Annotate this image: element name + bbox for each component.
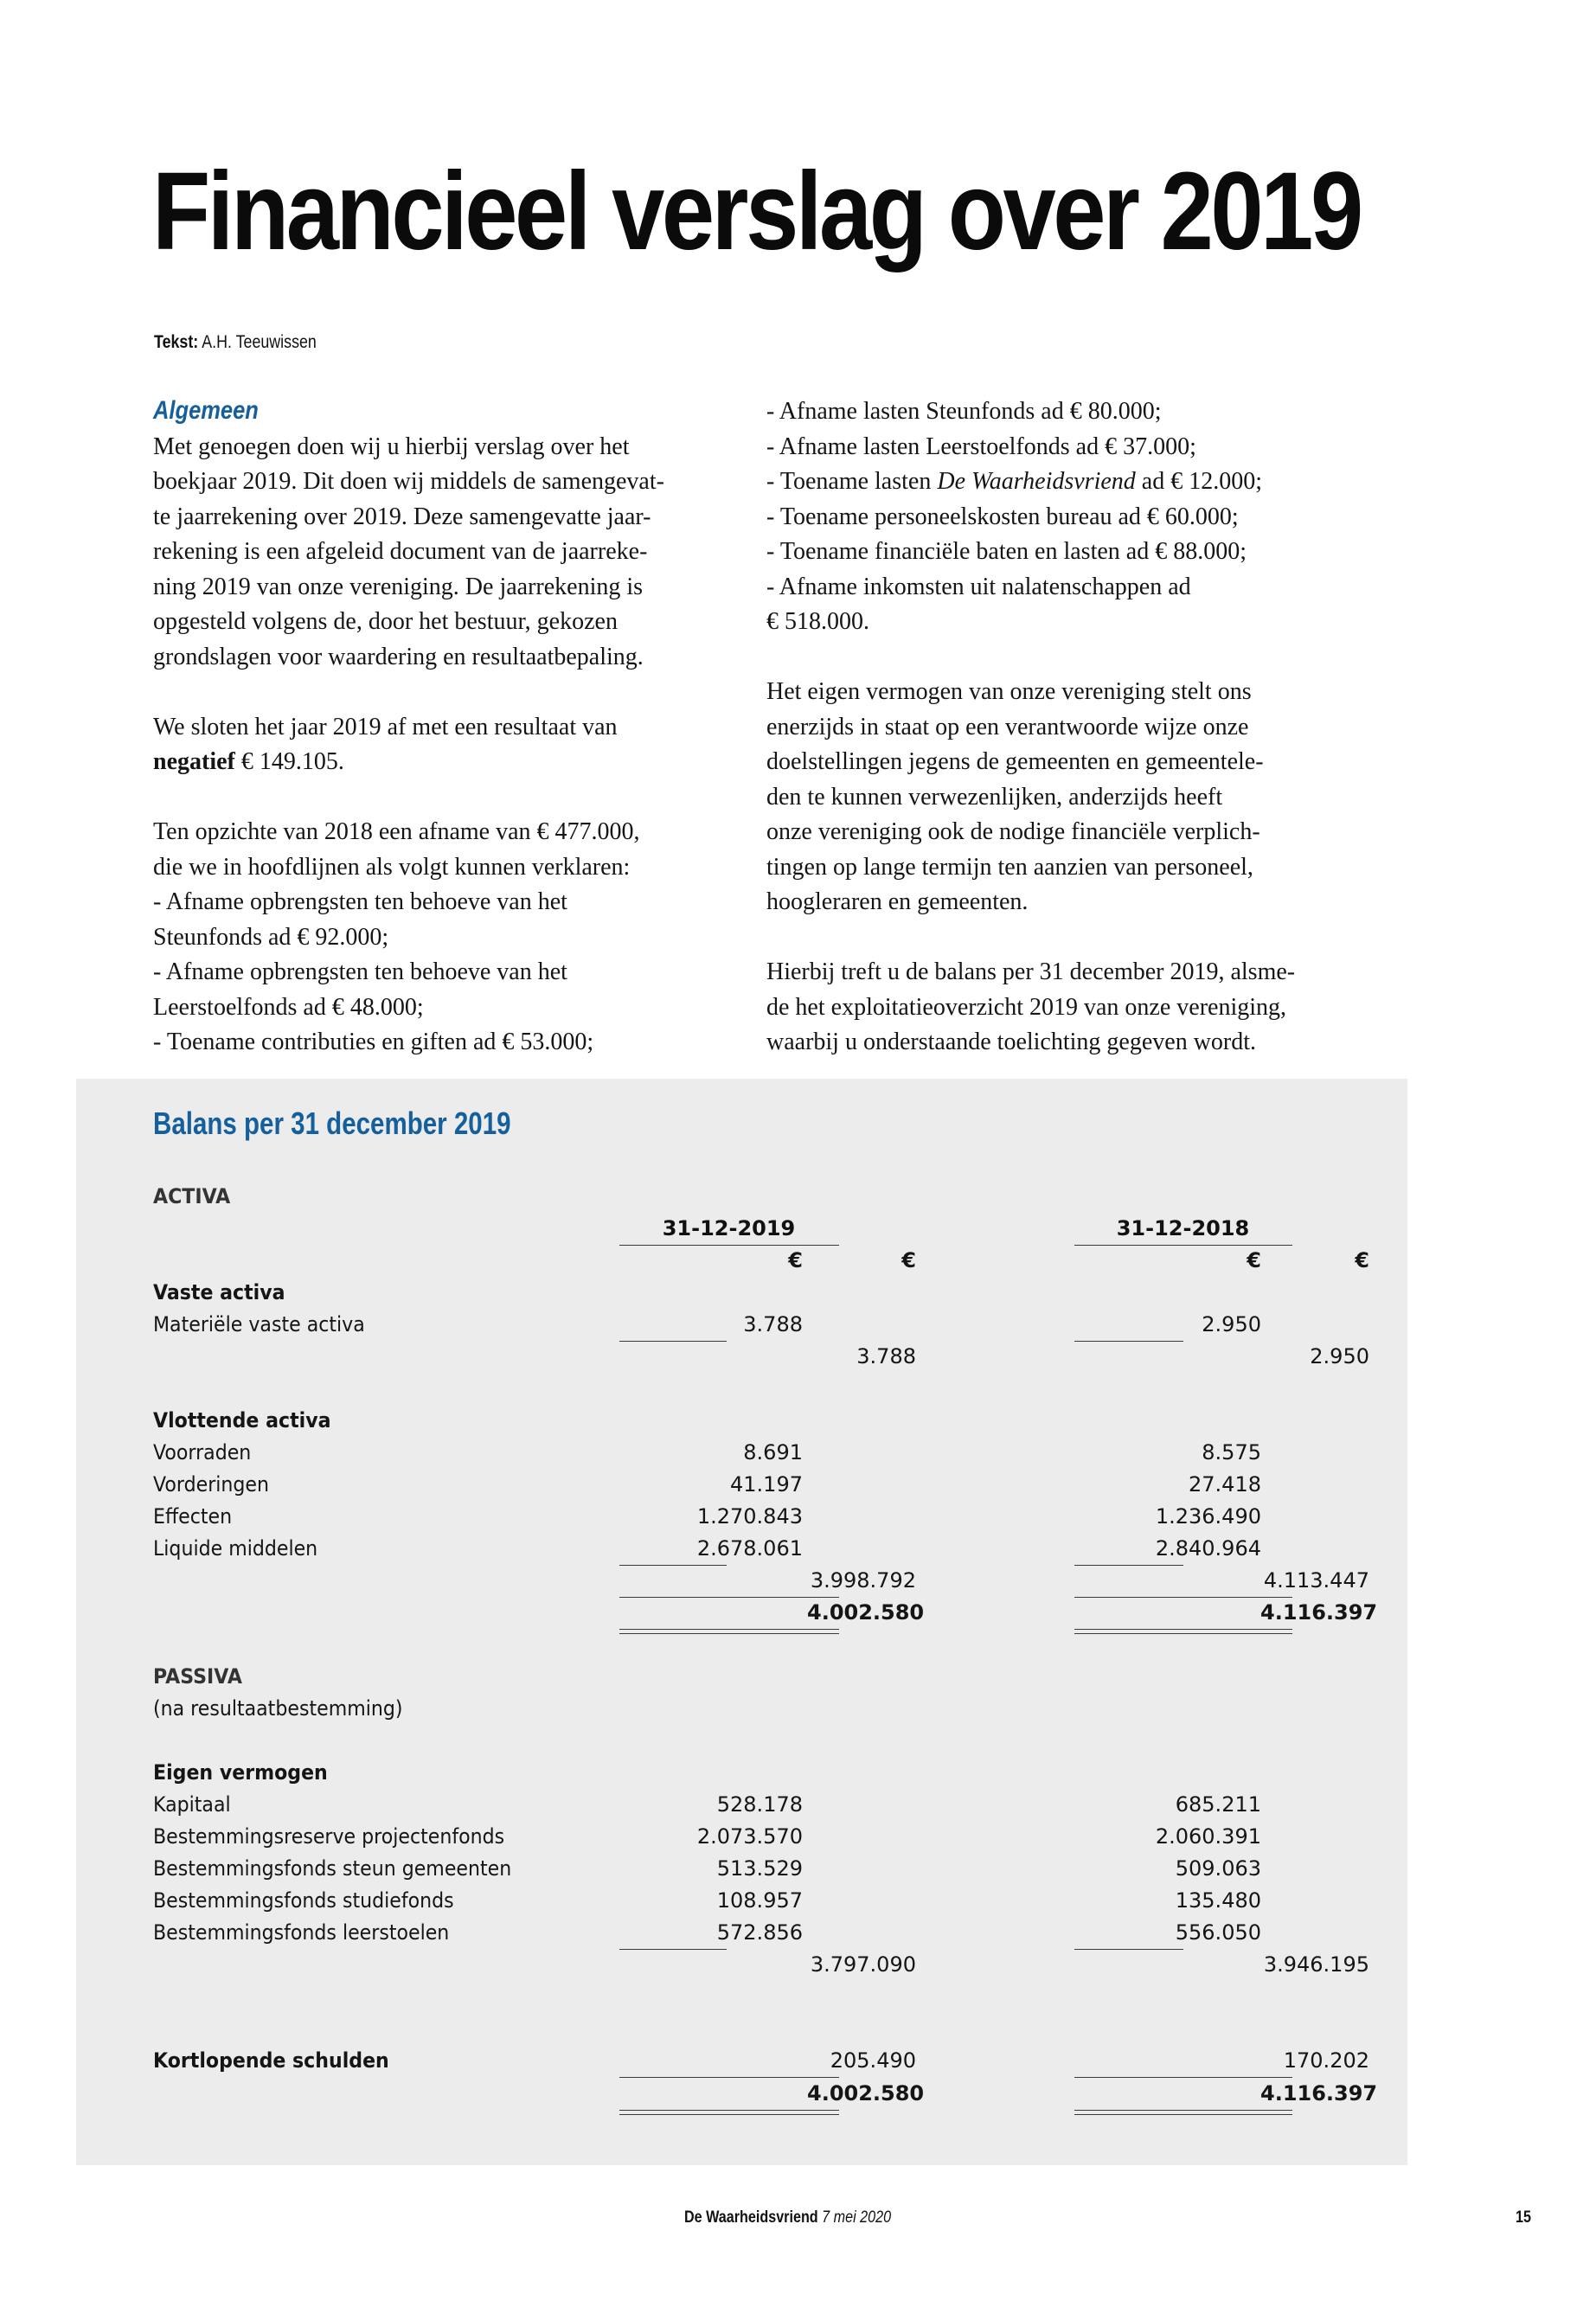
- publication-name: De Waarheidsvriend: [684, 2208, 818, 2227]
- body-column-right: [766, 394, 1355, 1061]
- result-amount: € 149.105.: [234, 748, 344, 775]
- subtotal-2018: 2.950: [1310, 1344, 1369, 1368]
- value-2019: 205.490: [830, 2048, 916, 2073]
- column-header-2018: 31-12-2018: [1116, 1216, 1250, 1240]
- text-line: grondslagen voor waardering en resultaatbepaling.: [153, 643, 644, 670]
- publication-name: De Waarheidsvriend: [937, 468, 1136, 495]
- list-item: - Afname inkomsten uit nalatenschappen ad: [766, 573, 1191, 600]
- table-row: [153, 1853, 1381, 1885]
- text-line: Steunfonds ad € 92.000;: [153, 923, 389, 951]
- subtotal-row: [153, 1565, 1381, 1597]
- table-row: [153, 1501, 1381, 1533]
- body-column-left: [153, 394, 741, 1061]
- table-row: [153, 1917, 1381, 1949]
- value-2019: 41.197: [730, 1472, 803, 1497]
- currency-row: [153, 1245, 1381, 1277]
- value-2018: 2.840.964: [1155, 1536, 1261, 1561]
- changes-list: [766, 394, 1355, 640]
- text-line: - Toename contributies en giften ad € 53.000;: [153, 1029, 594, 1055]
- intro-paragraph: [153, 430, 741, 676]
- eigen-vermogen-heading: Eigen vermogen: [153, 1760, 328, 1785]
- passiva-subheading-row: [153, 1693, 1381, 1725]
- text-line: - Afname opbrengsten ten behoeve van het: [153, 888, 567, 915]
- passiva-subheading: (na resultaatbestemming): [153, 1696, 403, 1721]
- text-line: Met genoegen doen wij u hierbij verslag over het: [153, 433, 630, 460]
- balance-sheet-panel: [76, 1079, 1407, 2165]
- vaste-activa-heading-row: [153, 1277, 1381, 1309]
- subtotal-2019: 3.797.090: [810, 1952, 916, 1977]
- text-line: te jaarrekening over 2019. Deze samengevatte jaar-: [153, 503, 651, 530]
- table-row: [153, 1437, 1381, 1469]
- activa-total-2018: 4.116.397: [1260, 1600, 1378, 1625]
- subtotal-2018: 3.946.195: [1263, 1952, 1369, 1977]
- table-row: [153, 1533, 1381, 1565]
- currency-symbol: €: [901, 1248, 916, 1272]
- text-line: hoogleraren en gemeenten.: [766, 888, 1029, 915]
- result-emphasis: negatief: [153, 748, 235, 775]
- activa-heading-row: [153, 1181, 1381, 1213]
- value-2019: 2.678.061: [696, 1536, 803, 1561]
- currency-symbol: €: [1355, 1248, 1369, 1272]
- page-number: 15: [1516, 2208, 1531, 2227]
- byline: [154, 332, 317, 353]
- value-2018: 170.202: [1283, 2048, 1369, 2073]
- text-line: Hierbij treft u de balans per 31 december 2019, alsme-: [766, 958, 1296, 985]
- subtotal-row: [153, 1949, 1381, 1981]
- vaste-activa-heading: Vaste activa: [153, 1280, 285, 1304]
- value-2018: 1.236.490: [1155, 1504, 1261, 1529]
- kortlopende-schulden-row: [153, 2045, 1381, 2077]
- kortlopende-schulden-label: Kortlopende schulden: [153, 2048, 389, 2073]
- activa-heading: ACTIVA: [153, 1184, 231, 1208]
- row-label: Bestemmingsfonds steun gemeenten: [153, 1856, 512, 1881]
- text-line: Ten opzichte van 2018 een afname van € 477.000,: [153, 818, 640, 845]
- value-2018: 135.480: [1175, 1888, 1261, 1913]
- subtotal-2019: 3.998.792: [810, 1568, 916, 1593]
- page-footer: [0, 2208, 1596, 2234]
- row-label: Bestemmingsfonds leerstoelen: [153, 1920, 450, 1945]
- passiva-heading-row: [153, 1661, 1381, 1693]
- text-line: tingen op lange termijn ten aanzien van personeel,: [766, 853, 1253, 881]
- value-2018: 556.050: [1175, 1920, 1261, 1945]
- value-2019: 8.691: [743, 1440, 803, 1465]
- text-line: - Afname opbrengsten ten behoeve van het: [153, 958, 567, 985]
- vlottende-activa-heading: Vlottende activa: [153, 1408, 331, 1433]
- value-2018: 509.063: [1175, 1856, 1261, 1881]
- table-row: [153, 1309, 1381, 1341]
- list-item: - Toename personeelskosten bureau ad € 60.000;: [766, 503, 1239, 530]
- byline-label: Tekst:: [154, 332, 199, 352]
- passiva-total-2018: 4.116.397: [1260, 2081, 1378, 2106]
- text-line: Het eigen vermogen van onze vereniging stelt ons: [766, 678, 1252, 705]
- balance-sheet-title: Balans per 31 december 2019: [153, 1106, 511, 1141]
- text-line: opgesteld volgens de, door het bestuur, gekozen: [153, 608, 618, 635]
- text-line: boekjaar 2019. Dit doen wij middels de samengevat-: [153, 468, 664, 495]
- footer-publication: [684, 2208, 891, 2227]
- list-item: - Afname lasten Steunfonds ad € 80.000;: [766, 398, 1162, 425]
- passiva-heading: PASSIVA: [153, 1664, 242, 1689]
- row-label: Vorderingen: [153, 1472, 269, 1497]
- value-2018: 2.060.391: [1155, 1824, 1261, 1849]
- text-line: die we in hoofdlijnen als volgt kunnen verklaren:: [153, 853, 631, 881]
- value-2019: 2.073.570: [696, 1824, 803, 1849]
- table-row: [153, 1885, 1381, 1917]
- text-line: rekening is een afgeleid document van de jaarreke-: [153, 538, 648, 565]
- text-line: onze vereniging ook de nodige financiële verplich-: [766, 818, 1260, 845]
- subtotal-row: [153, 1341, 1381, 1373]
- text-line: enerzijds in staat op een verantwoorde wijze onze: [766, 713, 1249, 740]
- currency-symbol: €: [788, 1248, 803, 1272]
- table-row: [153, 1821, 1381, 1853]
- row-label: Bestemmingsfonds studiefonds: [153, 1888, 454, 1913]
- subtotal-2019: 3.788: [856, 1344, 916, 1368]
- double-rule: [1074, 2110, 1292, 2115]
- row-label: Liquide middelen: [153, 1536, 318, 1561]
- value-2019: 1.270.843: [696, 1504, 803, 1529]
- list-item: - Toename lasten De Waarheidsvriend ad € 12.000;: [766, 468, 1262, 495]
- section-heading-algemeen: Algemeen: [153, 396, 259, 425]
- row-label: Materiële vaste activa: [153, 1312, 365, 1336]
- list-item: - Toename financiële baten en lasten ad € 88.000;: [766, 538, 1247, 565]
- text-line: de het exploitatieoverzicht 2019 van onze vereniging,: [766, 993, 1287, 1021]
- table-row: [153, 1469, 1381, 1501]
- double-rule: [1074, 1629, 1292, 1634]
- byline-author: A.H. Teeuwissen: [202, 332, 317, 352]
- list-item: € 518.000.: [766, 608, 869, 635]
- value-2018: 27.418: [1189, 1472, 1261, 1497]
- text-line: ning 2019 van onze vereniging. De jaarrekening is: [153, 573, 644, 600]
- value-2019: 108.957: [716, 1888, 803, 1913]
- text-line: doelstellingen jegens de gemeenten en gemeentele-: [766, 748, 1264, 775]
- page-title: Financieel verslag over 2019: [152, 150, 1361, 273]
- double-rule: [619, 1629, 839, 1634]
- text-line: Leerstoelfonds ad € 48.000;: [153, 993, 424, 1021]
- equity-paragraph: [766, 675, 1355, 920]
- closing-paragraph: [766, 955, 1355, 1061]
- text-line: We sloten het jaar 2019 af met een resultaat van: [153, 713, 618, 740]
- value-2019: 528.178: [716, 1792, 803, 1817]
- result-paragraph: [153, 710, 741, 780]
- subtotal-2018: 4.113.447: [1263, 1568, 1369, 1593]
- activa-total-row: [153, 1597, 1381, 1629]
- activa-total-2019: 4.002.580: [807, 1600, 925, 1625]
- list-item: - Afname lasten Leerstoelfonds ad € 37.000;: [766, 433, 1196, 460]
- explanation-paragraph: [153, 815, 741, 1061]
- text-line: den te kunnen verwezenlijken, anderzijds heeft: [766, 783, 1223, 811]
- row-label: Effecten: [153, 1504, 233, 1529]
- value-2019: 572.856: [716, 1920, 803, 1945]
- row-label: Bestemmingsreserve projectenfonds: [153, 1824, 505, 1849]
- currency-symbol: €: [1247, 1248, 1261, 1272]
- value-2019: 3.788: [743, 1312, 803, 1336]
- value-2019: 513.529: [716, 1856, 803, 1881]
- passiva-total-2019: 4.002.580: [807, 2081, 925, 2106]
- double-rule: [619, 2110, 839, 2115]
- value-2018: 2.950: [1202, 1312, 1261, 1336]
- text-line: waarbij u onderstaande toelichting gegeven wordt.: [766, 1029, 1257, 1055]
- vlottende-activa-heading-row: [153, 1405, 1381, 1437]
- eigen-vermogen-heading-row: [153, 1757, 1381, 1789]
- column-header-2019: 31-12-2019: [662, 1216, 796, 1240]
- passiva-total-row: [153, 2078, 1381, 2110]
- value-2018: 685.211: [1175, 1792, 1261, 1817]
- value-2018: 8.575: [1202, 1440, 1261, 1465]
- row-label: Voorraden: [153, 1440, 252, 1465]
- row-label: Kapitaal: [153, 1792, 231, 1817]
- publication-date: 7 mei 2020: [822, 2208, 892, 2227]
- table-row: [153, 1789, 1381, 1821]
